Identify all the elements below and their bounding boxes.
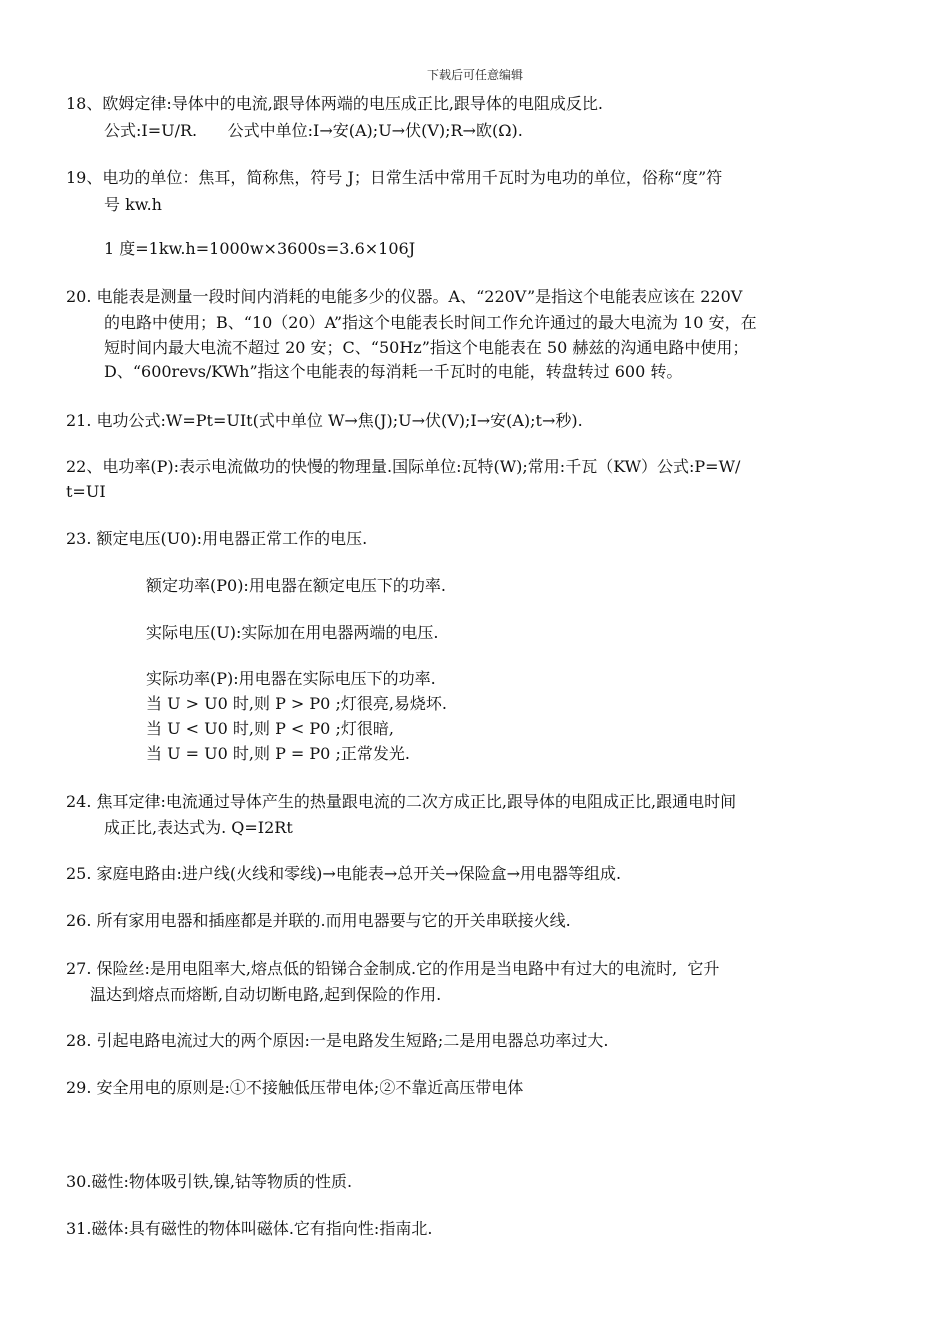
item-23-line-1: 23. 额定电压(U0):用电器正常工作的电压.	[66, 529, 368, 548]
item-23-rated-power: 额定功率(P0):用电器在额定电压下的功率.	[146, 576, 446, 595]
item-23-case-equal: 当 U = U0 时,则 P = P0 ;正常发光.	[146, 744, 410, 763]
item-23-actual-voltage: 实际电压(U):实际加在用电器两端的电压.	[146, 623, 439, 642]
item-29-line-1: 29. 安全用电的原则是:①不接触低压带电体;②不靠近高压带电体	[66, 1078, 524, 1097]
item-27-line-2: 温达到熔点而熔断,自动切断电路,起到保险的作用.	[90, 985, 442, 1004]
item-22-line-2: t=UI	[66, 482, 106, 501]
item-19-line-2: 号 kw.h	[104, 195, 162, 214]
item-25-line-1: 25. 家庭电路由:进户线(火线和零线)→电能表→总开关→保险盒→用电器等组成.	[66, 864, 622, 883]
item-27-line-1: 27. 保险丝:是用电阻率大,熔点低的铅锑合金制成.它的作用是当电路中有过大的电流时, 它升	[66, 959, 720, 978]
item-24-line-2: 成正比,表达式为. Q=I2Rt	[104, 818, 293, 837]
item-18-formula: 公式:I=U/R. 公式中单位:I→安(A);U→伏(V);R→欧(Ω).	[104, 121, 523, 140]
item-26-line-1: 26. 所有家用电器和插座都是并联的.而用电器要与它的开关串联接火线.	[66, 911, 571, 930]
item-23-case-less: 当 U < U0 时,则 P < P0 ;灯很暗,	[146, 719, 394, 738]
item-31-line-1: 31.磁体:具有磁性的物体叫磁体.它有指向性:指南北.	[66, 1219, 433, 1238]
item-19-line-1: 19、电功的单位：焦耳，简称焦，符号 J；日常生活中常用千瓦时为电功的单位，俗称“度”符	[66, 168, 723, 187]
item-20-line-4: D、“600revs/KWh”指这个电能表的每消耗一千瓦时的电能，转盘转过 600 转。	[104, 362, 683, 381]
item-23-actual-power: 实际功率(P):用电器在实际电压下的功率.	[146, 669, 436, 688]
item-21-line-1: 21. 电功公式:W=Pt=UIt(式中单位 W→焦(J);U→伏(V);I→安(A);t→秒).	[66, 411, 583, 430]
item-22-line-1: 22、电功率(P):表示电流做功的快慢的物理量.国际单位:瓦特(W);常用:千瓦（KW）公式:P=W/	[66, 457, 741, 476]
item-19-equation: 1 度=1kw.h=1000w×3600s=3.6×106J	[104, 239, 416, 258]
item-23-case-greater: 当 U > U0 时,则 P > P0 ;灯很亮,易烧坏.	[146, 694, 448, 713]
item-24-line-1: 24. 焦耳定律:电流通过导体产生的热量跟电流的二次方成正比,跟导体的电阻成正比,跟通电时间	[66, 792, 737, 811]
page-header: 下载后可任意编辑	[426, 68, 523, 82]
item-20-line-3: 短时间内最大电流不超过 20 安；C、“50Hz”指这个电能表在 50 赫兹的沟通电路中使用；	[104, 338, 749, 357]
item-20-line-1: 20. 电能表是测量一段时间内消耗的电能多少的仪器。A、“220V”是指这个电能表应该在 220V	[66, 287, 743, 306]
item-20-line-2: 的电路中使用；B、“10（20）A”指这个电能表长时间工作允许通过的最大电流为 10 安，在	[104, 313, 757, 332]
item-18-line-1: 18、欧姆定律:导体中的电流,跟导体两端的电压成正比,跟导体的电阻成反比.	[66, 94, 604, 113]
item-30-line-1: 30.磁性:物体吸引铁,镍,钴等物质的性质.	[66, 1172, 353, 1191]
item-28-line-1: 28. 引起电路电流过大的两个原因:一是电路发生短路;二是用电器总功率过大.	[66, 1031, 609, 1050]
